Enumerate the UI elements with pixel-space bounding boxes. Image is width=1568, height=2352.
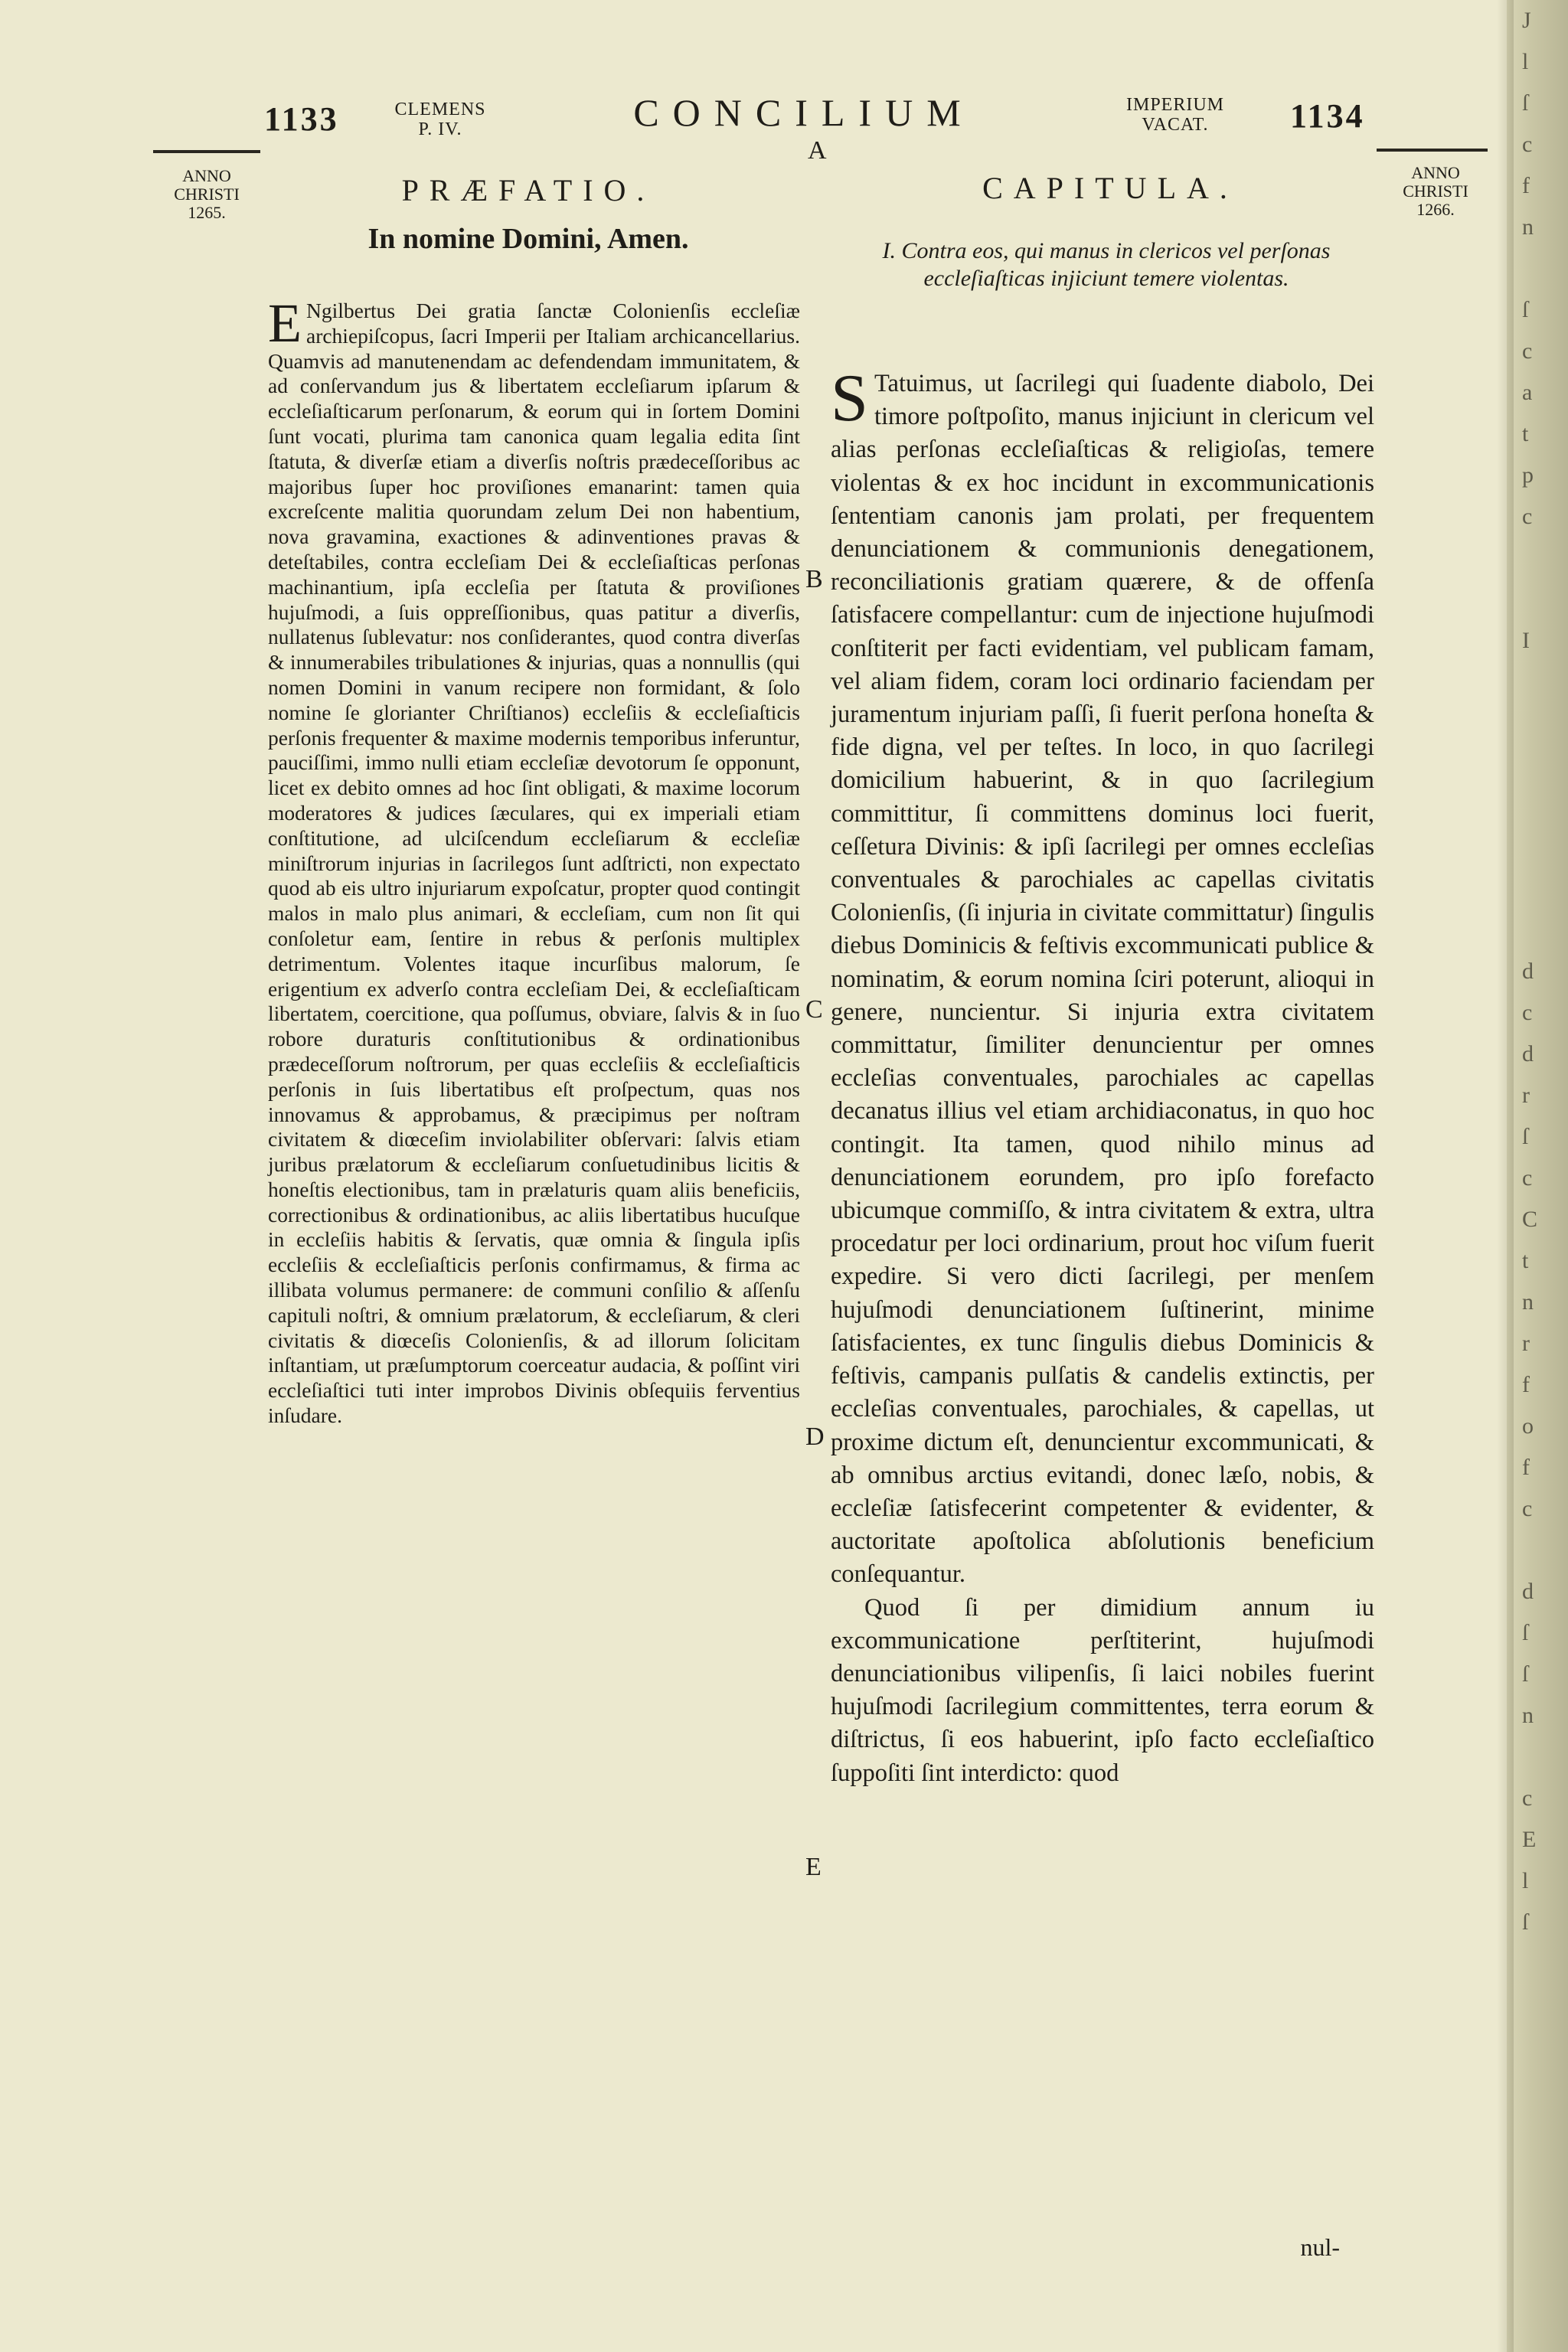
anno-christi-right: ANNO CHRISTI 1266. <box>1403 163 1468 219</box>
margin-letter-e: E <box>805 1853 822 1881</box>
next-page-bleed-text: J l ſ c f n ſ c a t p c I d c d r ſ c C t n r f o f c d ſ ſ n c E l ſ <box>1522 8 1538 1935</box>
anno-christi-left: ANNO CHRISTI 1265. <box>174 166 240 222</box>
margin-rule-right <box>1377 149 1488 152</box>
chapter-text-column <box>831 361 1374 1790</box>
imperium-header: IMPERIUM VACAT. <box>1125 95 1224 135</box>
page-title: CONCILIUM <box>633 91 975 134</box>
page-title-sub: A <box>808 136 827 165</box>
margin-rule-left <box>153 150 260 153</box>
dropcap-e: E <box>268 292 302 354</box>
pope-header: CLEMENS P. IV. <box>394 100 486 139</box>
margin-letter-c: C <box>805 995 823 1024</box>
invocation: In nomine Domini, Amen. <box>368 223 689 255</box>
dropcap-s: S <box>831 361 868 436</box>
praefatio-text: Ngilbertus Dei gratia ſanctæ Colonienſis eccleſiæ archiepiſcopus, ſacri Imperii per Italiam archicancellarius. Quamvis ad manutenendam ac defendendam immunitatem, & ad conſervandum jus & libertatem eccleſiarum ipſarum & eccleſiaſticarum perſonarum, & eorum qui in ſortem Domini ſunt vocati, plurima tam canonica quam legalia edita ſint ſtatuta, & diverſæ etiam a diverſis noſtris prædeceſſoribus ac majoribus ſuper hoc proviſiones emanarint: tamen quia excreſcente malitia quorundam zelum Dei non habentium, nova gravamina, exactiones & adinventiones pravas & deteſtabiles, contra eccleſiam Dei & eccleſiaſticas perſonas machinantium, ipſa eccleſia per ſtatuta & proviſiones hujuſmodi, a ſuis oppreſſionibus, quas patitur a diverſis, nullatenus ſublevatur: nos conſiderantes, quod contra diverſas & innumerabiles tribulationes & injurias, quas a nonnullis (qui nomen Domini in vanum recipere non formidant, & ſolo nomine ſe glorianter Chriſtianos) eccleſiis & eccleſiaſticis perſonis frequenter & maxime modernis temporibus inferuntur, pauciſſimi, immo nulli etiam eccleſiæ devotorum ſe opponunt, licet ex debito omnes ad hoc ſint obligati, & maxime locorum moderatores & judices ſæculares, qui ex imperiali etiam conſtitutione, ad ulciſcendum eccleſiarum & eccleſiæ miniſtrorum injurias in ſacrilegos ſunt adſtricti, non expectato quod ab eis ultro injuriarum expoſcatur, propter quod contingit malos in malo plus animari, & eccleſiam, cum non ſit qui conſoletur eam, ſentire in rebus & perſonis multiplex detrimentum. Volentes itaque incurſibus malorum, ſe erigentium ex adverſo contra eccleſiam Dei, & eccleſiaſticam libertatem, coercitione, qua poſſumus, obviare, ſalvis & in ſuo robore duraturis conſtitutionibus & ordinationibus prædeceſſorum noſtrorum, per quas eccleſiis & eccleſiaſticis perſonis in ſuis libertatibus eſt proſpectum, quas nos innovamus & approbamus, & præcipimus per noſtram civitatem & diœceſim inviolabiliter obſervari: ſalvis etiam juribus prælatorum & eccleſiarum conſuetudinibus licitis & honeſtis electionibus, tam in prælaturis quam aliis beneficiis, correctionibus & ordinationibus, ac aliis libertatibus hucuſque in eccleſiis habitis & ſervatis, quæ omnia & ſingula ipſis eccleſiis & eccleſiaſticis perſonis confirmamus, & firma ac illibata volumus permanere: de communi conſilio & aſſenſu capituli noſtri, & omnium prælatorum, & eccleſiarum, & cleri civitatis & diœceſis Colonienſis, & ad illorum ſolicitam inſtantiam, ut præſumptorum coerceatur audacia, & poſſint viri eccleſiaſtici tuti inter improbos Divinis obſequiis ferventius inſudare. <box>268 299 800 1428</box>
chapter-heading: I. Contra eos, qui manus in clericos vel perſonas eccleſiaſticas injiciunt temere violentas. <box>882 238 1331 291</box>
page-number-left: 1133 <box>264 100 339 138</box>
catchword: nul- <box>1300 2233 1340 2261</box>
chapter-paragraph-2: Quod ſi per dimidium annum iu excommunicatione perſtiterint, hujuſmodi denunciationibus vilipenſis, ſi laici nobiles fuerint hujuſmodi ſacrilegium committentes, terra eorum & diſtrictus, ſi eos habuerint, ipſo facto eccleſiaſtico ſuppoſiti ſint interdicto: quod <box>831 1593 1374 1787</box>
praefatio-text-column <box>268 292 800 1429</box>
capitula-heading: CAPITULA. <box>982 171 1238 205</box>
chapter-paragraph-1-text: Tatuimus, ut ſacrilegi qui ſuadente diabolo, Dei timore poſtpoſito, manus injiciunt in clericum vel alias perſonas eccleſiaſticas & religioſas, temere violentas & ex hoc incidunt in excommunicationis ſententiam canonis jam prolati, per frequentem denunciationem & communionis denegationem, reconciliationis gratiam quærere, & de offenſa ſatisfacere compellantur: cum de injectione hujuſmodi conſtiterit per facti evidentiam, vel publicam famam, vel aliam fidem, coram loci ordinario faciendam per juramentum injuriam paſſi, ſi fuerit perſona honeſta & fide digna, vel per teſtes. In loco, in quo ſacrilegi domicilium habuerint, & in quo ſacrilegium committitur, ſi committens dominus loci fuerit, ceſſetura Divinis: & ipſi ſacrilegi per omnes eccleſias conventuales & parochiales ac capellas civitatis Colonienſis, (ſi injuria in civitate committatur) ſingulis diebus Dominicis & feſtivis excommunicati publice & nominatim, & eorum nomina ſciri poterunt, alioqui in genere, nuncientur. Si injuria extra civitatem committatur, ſimiliter denuncientur per omnes eccleſias conventuales, parochiales ac capellas decanatus illius vel etiam archidiaconatus, in quo hoc contingit. Ita tamen, quod nihilo minus ad denunciationem eorundem, pro ipſo forefacto ubicumque commiſſo, & intra civitatem & extra, ultra procedatur per loci ordinarium, prout hoc viſum fuerit expedire. Si vero dicti ſacrilegi, per menſem hujuſmodi denunciationem ſuſtinerint, minime ſatisfacientes, ex tunc ſingulis diebus Dominicis & feſtivis, campanis pulſatis & candelis extinctis, per eccleſias conventuales, parochiales, & capellas, ut proxime dictum eſt, denuncientur excommunicati, & ab omnibus arctius evitandi, donec læſo, nobis, & eccleſiæ ſatisfecerint competenter & evidenter, & auctoritate apoſtolica abſolutionis beneficium conſequantur. <box>831 370 1374 1589</box>
page-number-right: 1134 <box>1290 97 1365 135</box>
gutter-shadow <box>1497 0 1514 2352</box>
chapter-paragraph-1 <box>831 361 1374 1592</box>
praefatio-heading: PRÆFATIO. <box>401 173 655 207</box>
margin-letter-b: B <box>805 565 823 593</box>
margin-letter-d: D <box>805 1423 825 1451</box>
